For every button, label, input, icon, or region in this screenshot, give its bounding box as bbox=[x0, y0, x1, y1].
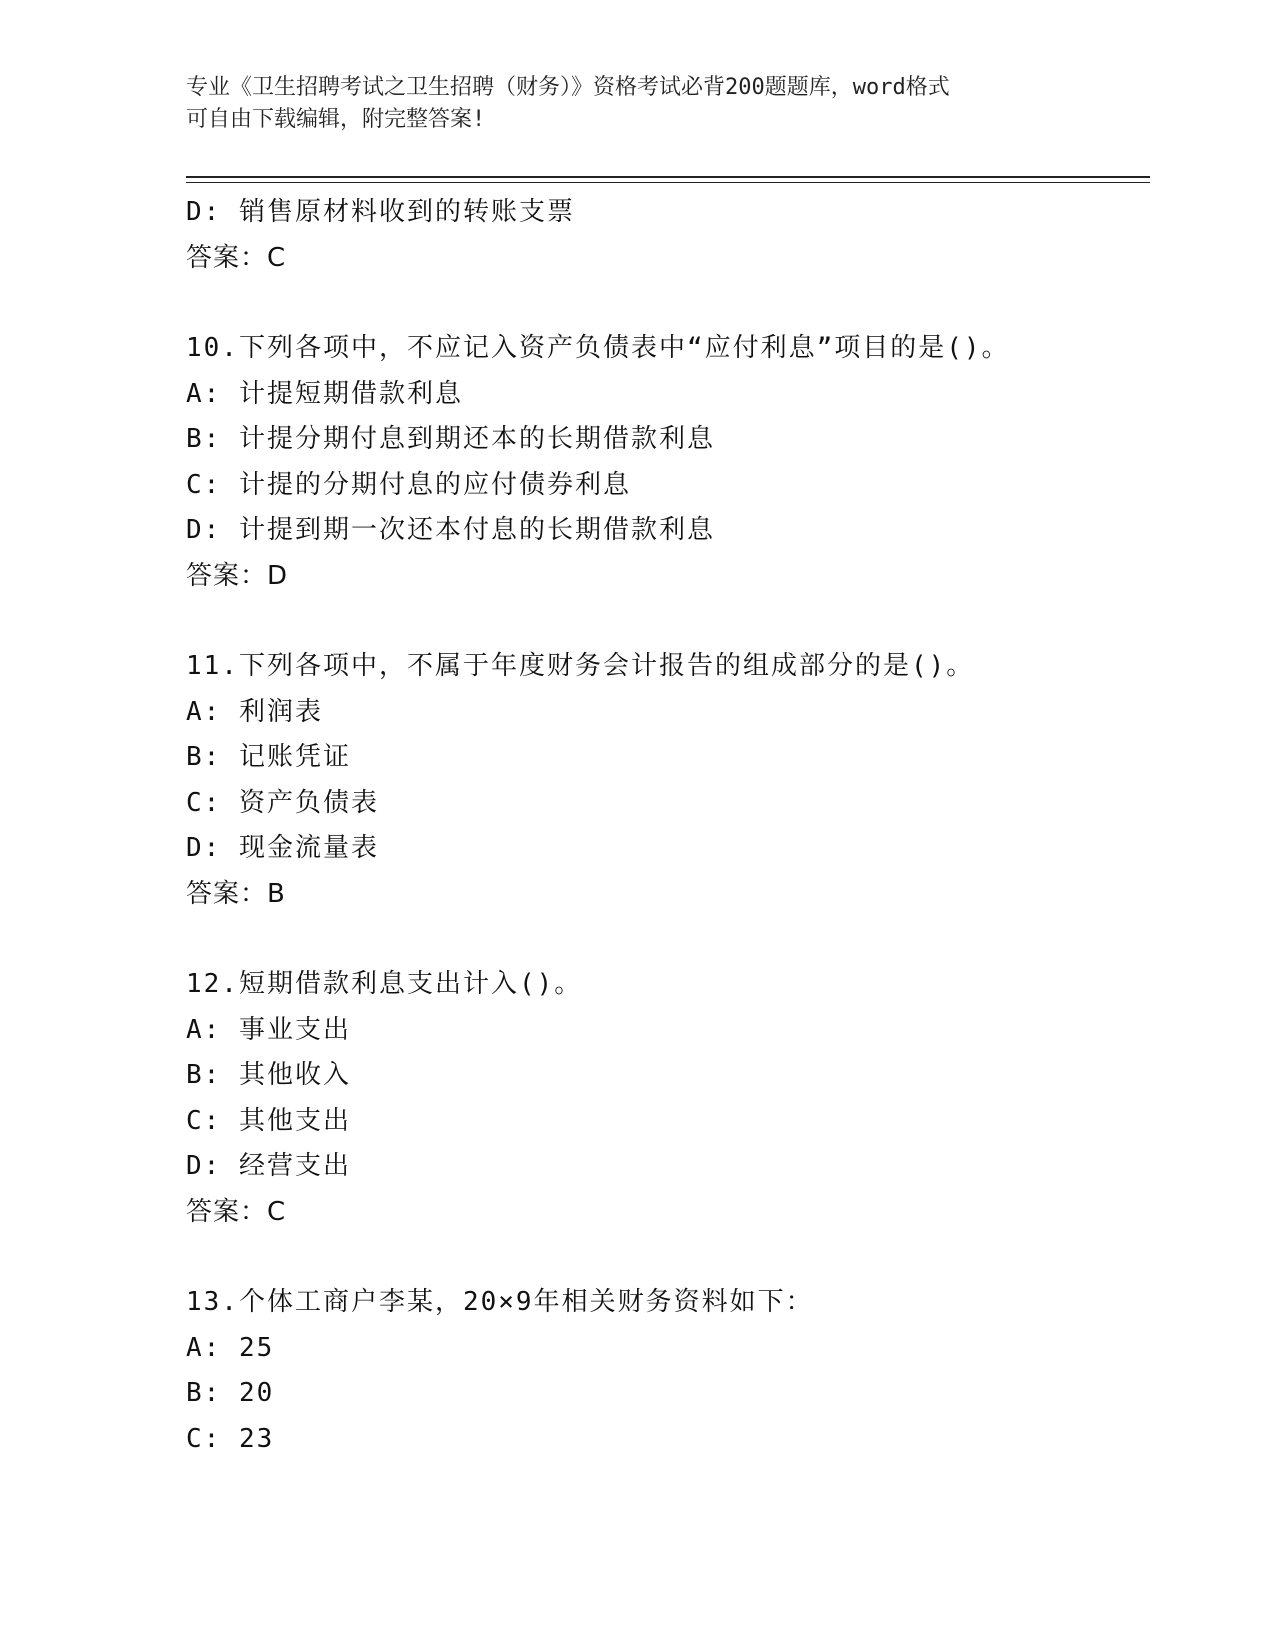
option-c: C: 23 bbox=[186, 1423, 275, 1454]
question-10 bbox=[186, 326, 1150, 599]
question-stem: 10.下列各项中，不应记入资产负债表中“应付利息”项目的是()。 bbox=[186, 333, 1010, 363]
header-line-1: 专业《卫生招聘考试之卫生招聘（财务）》资格考试必背200题题库，word格式 bbox=[186, 75, 950, 100]
question-stem: 11.下列各项中，不属于年度财务会计报告的组成部分的是()。 bbox=[186, 651, 975, 681]
answer: 答案：B bbox=[186, 878, 286, 909]
option-d: D: 经营支出 bbox=[186, 1151, 351, 1181]
option-a: A: 25 bbox=[186, 1332, 275, 1363]
header-rule-thick bbox=[186, 176, 1150, 178]
question-11 bbox=[186, 644, 1150, 917]
option-b: B: 其他收入 bbox=[186, 1060, 351, 1090]
option-a: A: 利润表 bbox=[186, 696, 323, 727]
document-body bbox=[186, 190, 1150, 1462]
question-13 bbox=[186, 1280, 1150, 1462]
page-header bbox=[186, 72, 1086, 136]
option-b: B: 记账凭证 bbox=[186, 742, 351, 772]
option-b: B: 计提分期付息到期还本的长期借款利息 bbox=[186, 424, 715, 454]
option-c: C: 资产负债表 bbox=[186, 787, 379, 818]
option-b: B: 20 bbox=[186, 1378, 275, 1408]
option-c: C: 其他支出 bbox=[186, 1105, 351, 1136]
prev-answer: 答案：C bbox=[186, 242, 287, 273]
option-d: D: 计提到期一次还本付息的长期借款利息 bbox=[186, 515, 715, 545]
option-d: D: 现金流量表 bbox=[186, 833, 379, 863]
answer: 答案：C bbox=[186, 1196, 287, 1227]
option-c: C: 计提的分期付息的应付债券利息 bbox=[186, 469, 631, 500]
option-a: A: 事业支出 bbox=[186, 1014, 351, 1045]
header-line-2: 可自由下载编辑，附完整答案! bbox=[186, 107, 486, 132]
prev-option-d: D: 销售原材料收到的转账支票 bbox=[186, 197, 575, 227]
question-12 bbox=[186, 962, 1150, 1235]
option-a: A: 计提短期借款利息 bbox=[186, 378, 463, 409]
question-stem: 12.短期借款利息支出计入()。 bbox=[186, 969, 583, 999]
answer: 答案：D bbox=[186, 560, 289, 591]
question-stem: 13.个体工商户李某，20×9年相关财务资料如下： bbox=[186, 1287, 814, 1317]
header-rule-thin bbox=[186, 182, 1150, 183]
